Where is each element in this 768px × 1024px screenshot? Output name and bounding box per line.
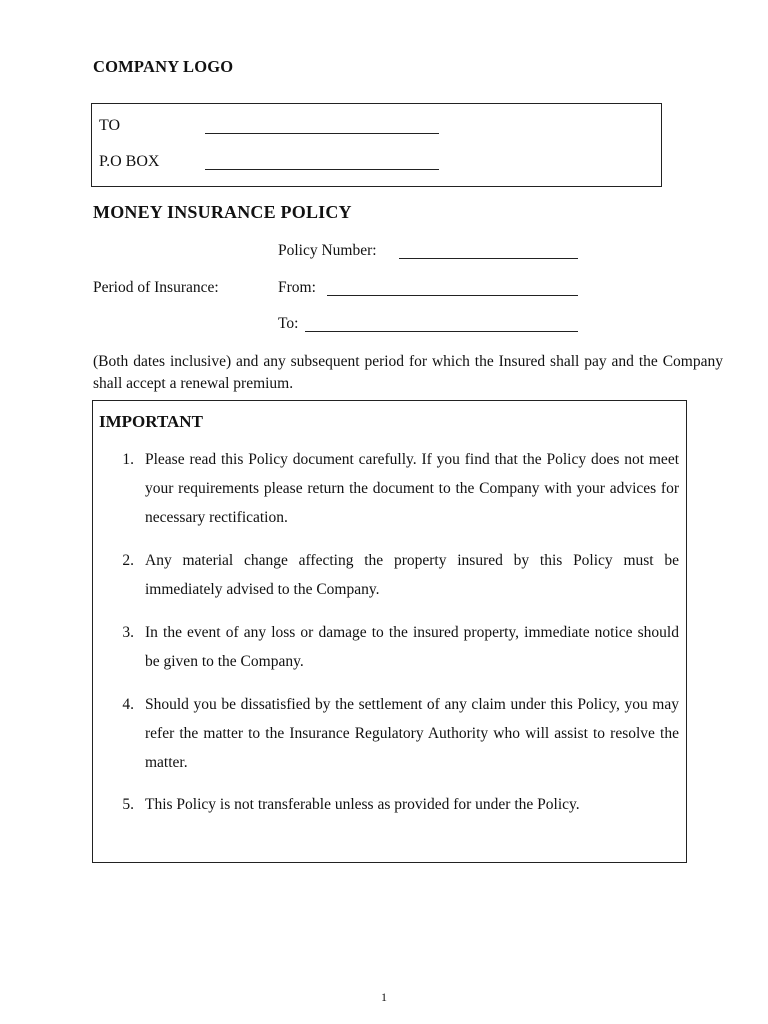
important-heading: IMPORTANT [99,412,203,431]
from-date-input-line[interactable] [327,295,578,296]
policy-title: MONEY INSURANCE POLICY [93,202,352,222]
page-number: 1 [381,990,387,1004]
list-item-number: 3. [122,624,134,641]
list-item-number: 4. [122,696,134,713]
list-item-number: 5. [122,796,134,813]
address-box [91,103,662,187]
list-item: This Policy is not transferable unless as provided for under the Policy. [145,796,580,813]
policy-number-input-line[interactable] [399,258,578,259]
list-item: Any material change affecting the property insured by this Policy must be immediately advised to the Company. [145,552,679,598]
list-item-number: 1. [122,451,134,468]
pobox-input-line[interactable] [205,169,439,170]
list-item-number: 2. [122,552,134,569]
to-input-line[interactable] [205,133,439,134]
renewal-paragraph: (Both dates inclusive) and any subsequent period for which the Insured shall pay and the Company shall accept a renewal premium. [93,353,723,392]
to-label: TO [99,117,121,134]
pobox-label: P.O BOX [99,153,160,170]
to-date-label: To: [278,315,299,332]
policy-number-label: Policy Number: [278,242,377,259]
to-date-input-line[interactable] [305,331,578,332]
period-of-insurance-label: Period of Insurance: [93,279,219,296]
company-logo-text: COMPANY LOGO [93,57,234,76]
list-item: Should you be dissatisfied by the settlement of any claim under this Policy, you may refer the matter to the Insurance Regulatory Authority who will assist to resolve the matter. [145,696,679,771]
list-item: Please read this Policy document carefully. If you find that the Policy does not meet your requirements please return the document to the Company with your advices for necessary rectification. [145,451,679,526]
list-item: In the event of any loss or damage to the insured property, immediate notice should be given to the Company. [145,624,679,670]
from-label: From: [278,279,316,296]
